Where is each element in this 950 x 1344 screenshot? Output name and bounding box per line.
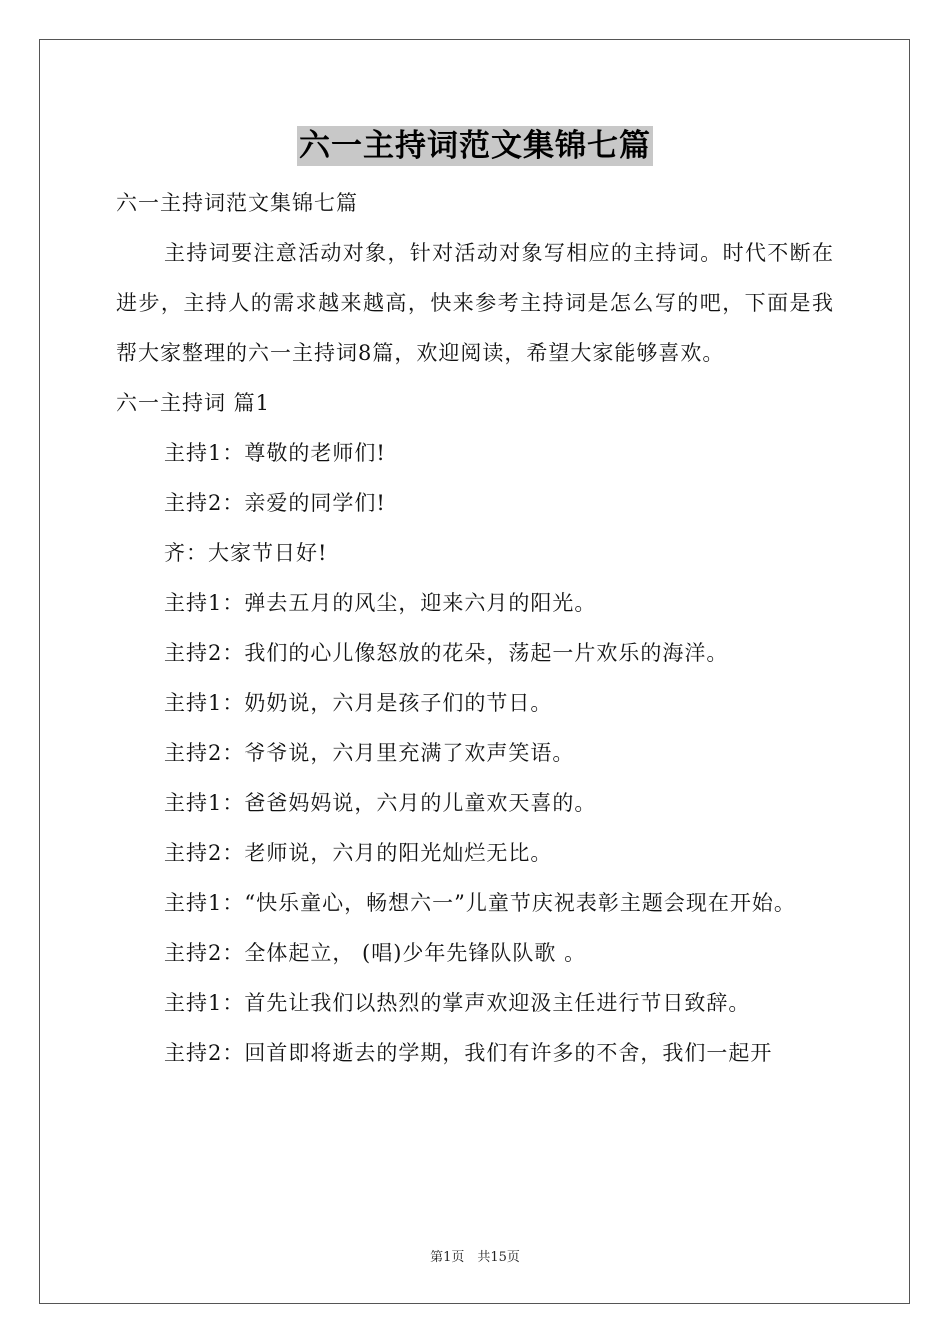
paragraph: 主持2：我们的心儿像怒放的花朵，荡起一片欢乐的海洋。 <box>164 641 729 665</box>
paragraph: 主持1：“快乐童心，畅想六一”儿童节庆祝表彰主题会现在开始。 <box>164 891 796 915</box>
document-body <box>116 178 834 1078</box>
paragraph: 主持1：弹去五月的风尘，迎来六月的阳光。 <box>164 591 597 615</box>
paragraph: 主持2：老师说，六月的阳光灿烂无比。 <box>164 841 553 865</box>
paragraph: 主持1：奶奶说，六月是孩子们的节日。 <box>164 691 553 715</box>
paragraph: 主持2：回首即将逝去的学期，我们有许多的不舍，我们一起开 <box>164 1041 773 1065</box>
paragraph: 齐：大家节日好! <box>164 541 328 565</box>
paragraph: 主持1：尊敬的老师们! <box>164 441 386 465</box>
title-container <box>0 126 950 166</box>
document-title: 六一主持词范文集锦七篇 <box>299 128 651 164</box>
paragraph: 主持词要注意活动对象，针对活动对象写相应的主持词。时代不断在进步，主持人的需求越来越高，快来参考主持词是怎么写的吧，下面是我帮大家整理的六一主持词8篇，欢迎阅读，希望大家能够喜欢。 <box>116 241 834 365</box>
paragraph: 主持1：首先让我们以热烈的掌声欢迎汲主任进行节日致辞。 <box>164 991 751 1015</box>
paragraph: 主持2：亲爱的同学们! <box>164 491 386 515</box>
paragraph: 主持2：爷爷说，六月里充满了欢声笑语。 <box>164 741 575 765</box>
paragraph: 主持1：爸爸妈妈说，六月的儿童欢天喜的。 <box>164 791 597 815</box>
paragraph: 六一主持词范文集锦七篇 <box>116 191 358 215</box>
paragraph: 主持2：全体起立， (唱)少年先锋队队歌 。 <box>164 941 587 965</box>
paragraph: 六一主持词 篇1 <box>116 391 271 415</box>
page-footer: 第1页 共15页 <box>430 1250 520 1265</box>
